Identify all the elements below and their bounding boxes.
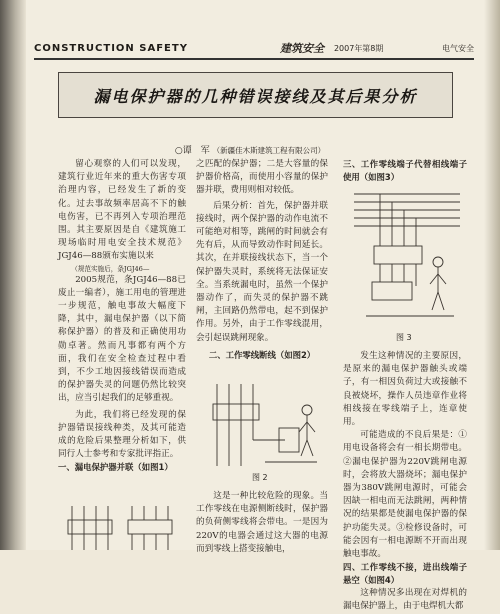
paragraph: 这种情况多出现在对焊机的漏电保护器上，由于电焊机大都 <box>343 588 467 612</box>
author-affiliation: （新疆佳木斯建筑工程有限公司） <box>212 146 326 155</box>
magazine-name-cn: 建筑安全 <box>279 42 324 55</box>
issue-number: 2007年第8期 <box>333 43 384 53</box>
title-box <box>58 72 453 118</box>
header-rule <box>34 58 474 60</box>
section-heading: 四、工作零线不接，进出线端子悬空（如图4） <box>343 562 467 586</box>
article-title: 漏电保护器的几种错误接线及其后果分析 <box>93 86 418 106</box>
binding-shadow <box>0 0 26 550</box>
paragraph: 可能造成的不良后果是：①用电设备将会有一相长期带电。②漏电保护器为220V跳闸电源时，会将放大器烧坏；漏电保护器为380V跳闸电源时，可能会因缺一相电而无法跳闸，两种情况的结果都是使漏电保护器的保护功能失灵。③检修设备时，可能会因有一相电源断不开而出现触电事故。 <box>343 430 467 560</box>
paragraph: 为此，我们将已经发现的保护器错误接线种类，及其可能造成的危险后果整理分析如下，供同行人士参考和专家批评指正。 <box>58 409 186 460</box>
figure-1-diagram <box>62 506 186 550</box>
section-heading: 一、漏电保护器并联（如图1） <box>58 462 173 473</box>
section-heading: 三、工作零线端子代替相线端子使用（如图3） <box>343 159 467 182</box>
author-line <box>0 143 500 156</box>
figure-2-caption: 图 2 <box>252 473 268 482</box>
page-header <box>34 38 474 58</box>
footnote-inline: （规范实施后，条JGJ46— <box>71 264 150 273</box>
column-2-bottom <box>196 490 328 556</box>
paragraph: 这是一种比较危险的现象。当工作零线在电源侧断线时，保护器的负荷侧零线将会带电。一是因为220V的电器会通过这大器的电源而到零线上搭变接触电， <box>196 491 328 554</box>
column-3-body <box>343 350 467 614</box>
paragraph: 2005规范，条JGJ46—88已废止一编者），施工用电的管理进一步规范，触电事故大幅度下降，其中，漏电保护器（以下简称保护器）的普及和正确使用功勋卓著。然而凡事都有两个方面，我们在安全检查过程中看到，不少工地因接线错误而造成的保护器失灵的问题仍然比较突出，应当引起我们的足够重视。 <box>58 274 186 404</box>
paragraph: 后果分析：首先，保护器并联接线时，两个保护器的动作电流不可能绝对相等，跳闸的时间就会有先有后，从而导致动作时间延长。其次，在并联接线状态下，当一个保护器失灵时，系统将无法保证安全。当系统漏电时，虽然一个保护器动作了，而失灵的保护器不跳闸，主回路仍然带电，起不到保护作用。另外，由于工作零线混用，会引起误跳闸现象。 <box>196 200 328 343</box>
magazine-name-en: CONSTRUCTION SAFETY <box>34 42 188 54</box>
figure-2-diagram <box>205 380 323 470</box>
paragraph: 留心观察的人们可以发现，建筑行业近年来的重大伤害专项治理内容，已经发生了新的变化。过去事故频率居高不下的触电伤害，已不再列入专项治理范围。其主要原因是自《建筑施工现场临时用电安全技术规范》JGJ46—88颁布实施以来 <box>58 159 186 262</box>
section-name: 电气安全 <box>442 43 474 53</box>
section-heading: 二、工作零线断线（如图2） <box>208 349 316 360</box>
paragraph: 发生这种情况的主要原因，是原来的漏电保护器触头或端子，有一相因负荷过大或接触不良被烧坏，操作人员违章作业将相线接在零线端子上，连章使用。 <box>343 351 467 428</box>
column-2 <box>196 158 328 362</box>
page-edge <box>484 0 500 550</box>
paragraph: 之匹配的保护器；二是大容量的保护器价格高，而使用小容量的保护器并联，费用则相对较低。 <box>196 159 328 196</box>
figure-3-diagram <box>350 186 462 326</box>
column-3-top <box>343 158 467 184</box>
author-name: ○谭 军 <box>174 146 210 156</box>
figure-3-caption: 图 3 <box>396 333 412 342</box>
column-1 <box>58 158 186 474</box>
